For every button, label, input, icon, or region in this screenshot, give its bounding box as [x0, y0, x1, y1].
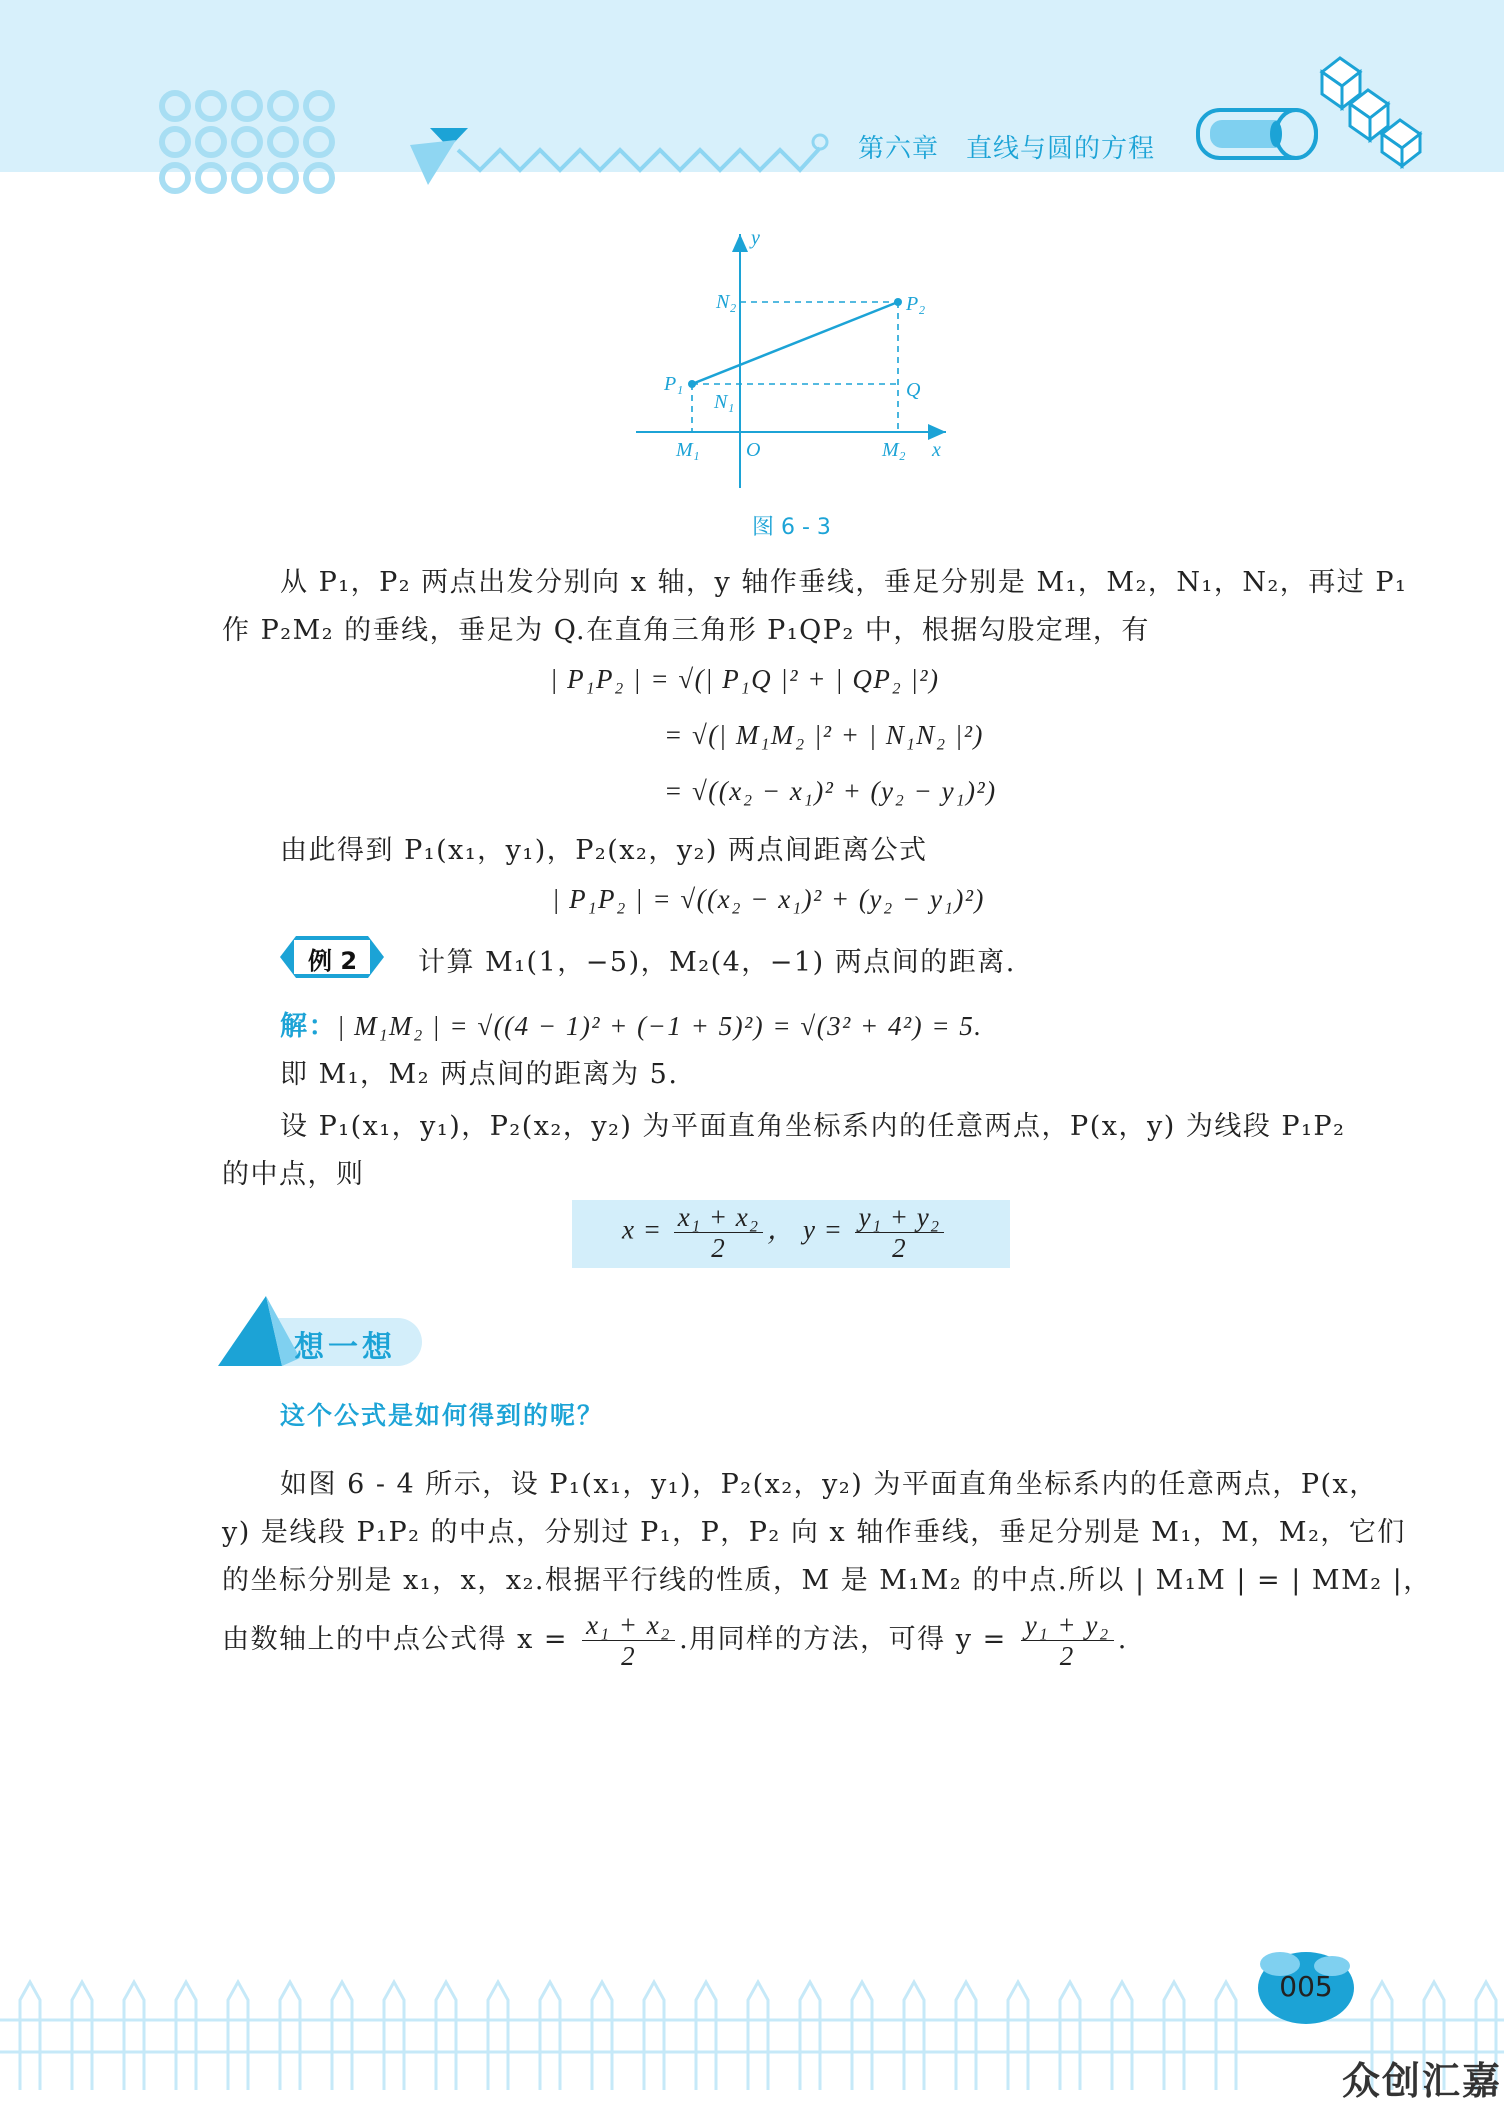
para3-line2: 的中点，则	[222, 1159, 365, 1190]
midpoint-x-lhs: x =	[622, 1214, 662, 1245]
page-number: 005	[1279, 1970, 1333, 2003]
midpoint-formula	[622, 1202, 948, 1263]
think-fraction-x	[582, 1610, 675, 1671]
think-question: 这个公式是如何得到的呢？	[280, 1401, 605, 1430]
cone-icon	[218, 1296, 282, 1366]
example-label: 例 2	[308, 947, 358, 975]
midpoint-y-lhs: y =	[802, 1214, 843, 1245]
label-y: y	[751, 227, 760, 249]
midpoint-y-numerator: y₁ + y₂	[855, 1202, 944, 1233]
label-n2: N₂	[716, 291, 737, 313]
midpoint-x-denominator: 2	[711, 1233, 726, 1263]
midpoint-separator: ，	[767, 1214, 796, 1245]
para1-line2: 作 P₂M₂ 的垂线，垂足为 Q.在直角三角形 P₁QP₂ 中，根据勾股定理，有	[222, 615, 1150, 646]
para3-line1: 设 P₁(x₁，y₁)，P₂(x₂，y₂) 为平面直角坐标系内的任意两点，P(x，y) 为线段 P₁P₂	[280, 1111, 1346, 1142]
think-line4-b: .用同样的方法，可得 y =	[679, 1624, 1007, 1655]
think-line2: y) 是线段 P₁P₂ 的中点，分别过 P₁，P，P₂ 向 x 轴作垂线，垂足分别是 M₁，M，M₂，它们	[222, 1517, 1406, 1548]
midpoint-x-numerator: x₁ + x₂	[674, 1202, 763, 1233]
para1-line1: 从 P₁，P₂ 两点出发分别向 x 轴，y 轴作垂线，垂足分别是 M₁，M₂，N₁，N₂，再过 P₁	[280, 567, 1408, 598]
equation-1: | P₁P₂ | = √(| P₁Q |² + | QP₂ |²)	[550, 664, 940, 694]
think-line4-c: .	[1117, 1624, 1128, 1655]
label-m2: M₂	[882, 439, 906, 461]
label-p1: P₁	[664, 373, 684, 395]
midpoint-y-fraction	[855, 1202, 944, 1263]
think-line4-a: 由数轴上的中点公式得 x =	[222, 1624, 569, 1655]
label-n1: N₁	[714, 391, 735, 413]
label-x: x	[932, 439, 941, 461]
equation-4: | P₁P₂ | = √((x₂ − x₁)² + (y₂ − y₁)²)	[552, 884, 985, 914]
solution-text: | M₁M₂ | = √((4 − 1)² + (−1 + 5)²) = √(3² + 4²) = 5.	[337, 1011, 983, 1041]
think-line1: 如图 6 - 4 所示，设 P₁(x₁，y₁)，P₂(x₂，y₂) 为平面直角坐标系内的任意两点，P(x，	[280, 1469, 1378, 1500]
label-origin: O	[746, 439, 761, 461]
equation-3: = √((x₂ − x₁)² + (y₂ − y₁)²)	[664, 776, 997, 806]
segment-p1p2	[692, 302, 898, 384]
midpoint-y-denominator: 2	[892, 1233, 907, 1263]
think-title: 想一想	[294, 1330, 396, 1365]
para2: 由此得到 P₁(x₁，y₁)，P₂(x₂，y₂) 两点间距离公式	[280, 835, 928, 866]
cylinder-icon	[1198, 110, 1316, 158]
think-line3: 的坐标分别是 x₁，x，x₂.根据平行线的性质，M 是 M₁M₂ 的中点.所以 | M₁M | = | MM₂ |，	[222, 1565, 1432, 1596]
solution-line	[280, 1004, 983, 1043]
header-decoration	[0, 0, 1504, 200]
fence-decoration	[0, 1940, 1504, 2094]
circle-grid-icon	[162, 93, 332, 191]
label-m1: M₁	[676, 439, 700, 461]
think-fraction-x-num: x₁ + x₂	[582, 1610, 675, 1641]
point-p1	[688, 380, 696, 388]
midpoint-x-fraction	[674, 1202, 763, 1263]
figure-caption: 图 6 - 3	[752, 515, 831, 540]
think-fraction-y	[1021, 1610, 1114, 1671]
think-fraction-y-den: 2	[1059, 1641, 1075, 1671]
label-q: Q	[906, 379, 921, 401]
cubes-icon	[1322, 58, 1420, 166]
equation-2: = √(| M₁M₂ |² + | N₁N₂ |²)	[664, 720, 984, 750]
solution-label: 解：	[280, 1011, 337, 1042]
example-text: 计算 M₁(1，−5)，M₂(4，−1) 两点间的距离.	[418, 947, 1016, 978]
think-fraction-x-den: 2	[621, 1641, 637, 1671]
label-p2: P₂	[906, 293, 926, 315]
figure-6-3	[620, 226, 960, 496]
solution-conclusion: 即 M₁，M₂ 两点间的距离为 5.	[280, 1059, 679, 1090]
think-line4	[222, 1610, 1128, 1671]
watermark-text: 众创汇嘉	[1342, 2059, 1503, 2103]
think-fraction-y-num: y₁ + y₂	[1021, 1610, 1114, 1641]
chapter-title: 第六章 直线与圆的方程	[858, 134, 1156, 164]
zigzag-line	[458, 148, 820, 170]
point-p2	[894, 298, 902, 306]
